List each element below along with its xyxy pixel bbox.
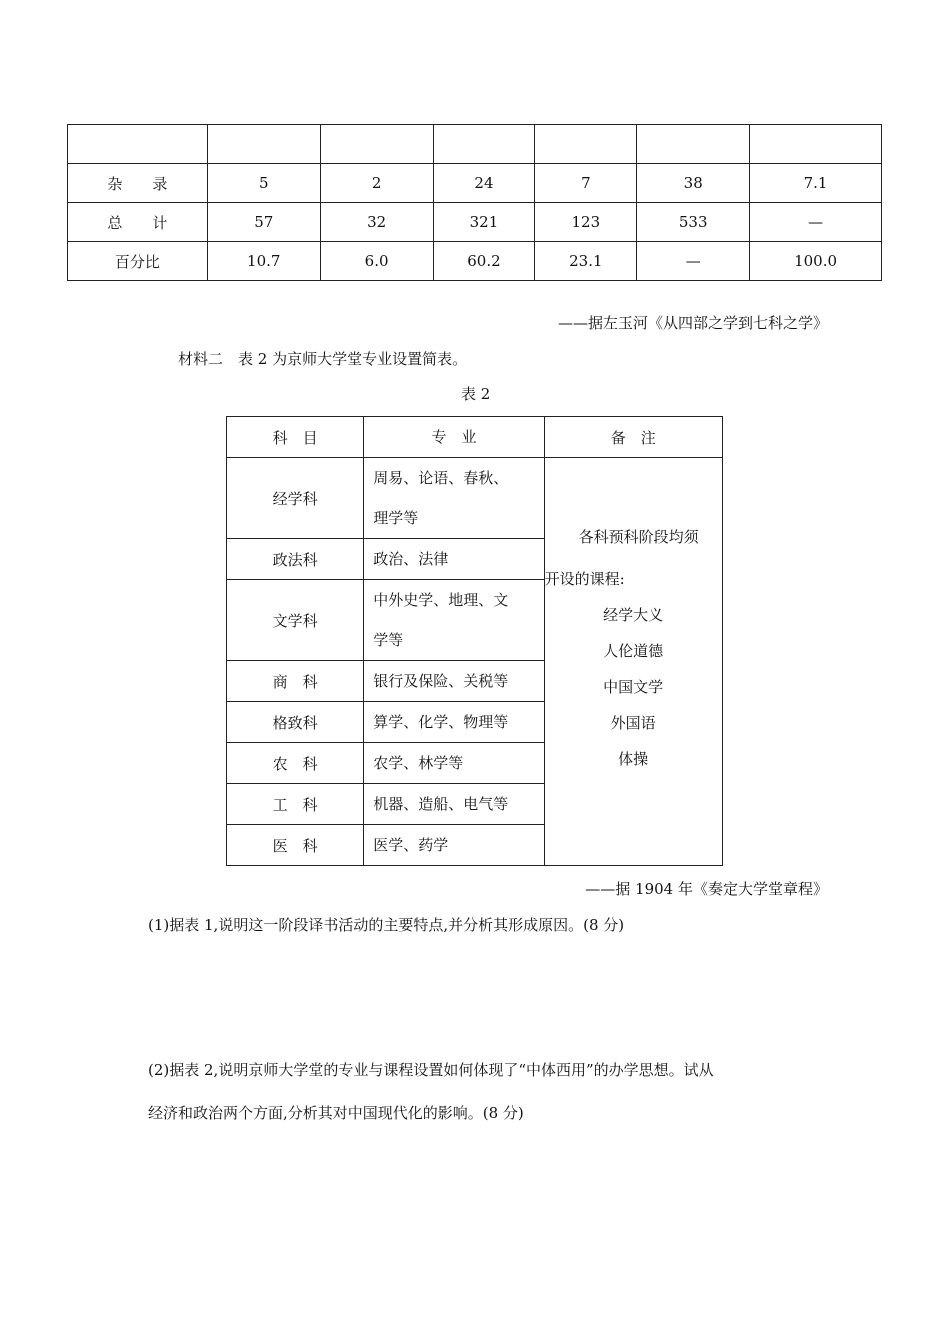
table-cell: [750, 125, 882, 164]
material-2-intro: 材料二 表 2 为京师大学堂专业设置简表。: [178, 350, 468, 368]
table-header-row: [227, 417, 723, 458]
header-note: 备 注: [544, 417, 722, 458]
table-row: [227, 458, 723, 539]
major-line: 理学等: [373, 509, 419, 527]
table-cell: —: [750, 203, 882, 242]
subject-cell: 商 科: [227, 661, 364, 702]
table-cell: 100.0: [750, 242, 882, 281]
table-cell: 杂 录: [68, 164, 208, 203]
table-cell: 60.2: [433, 242, 535, 281]
major-cell: 算学、化学、物理等: [364, 702, 544, 743]
table-cell: 6.0: [320, 242, 433, 281]
source-citation-1: ——据左玉河《从四部之学到七科之学》: [557, 314, 828, 332]
major-cell: [364, 580, 544, 661]
question-1: (1)据表 1,说明这一阶段译书活动的主要特点,并分析其形成原因。(8 分): [148, 916, 625, 934]
table-cell: 57: [207, 203, 320, 242]
table-cell: [207, 125, 320, 164]
course-item: 人伦道德: [603, 642, 664, 660]
table-cell: [68, 125, 208, 164]
header-subject: 科 目: [227, 417, 364, 458]
major-table: [226, 416, 723, 866]
major-cell: [364, 458, 544, 539]
table-cell: 38: [637, 164, 750, 203]
table-cell: —: [637, 242, 750, 281]
course-item: 外国语: [610, 714, 656, 732]
question-2-line-2: 经济和政治两个方面,分析其对中国现代化的影响。(8 分): [148, 1104, 524, 1122]
note-line-2: 开设的课程:: [544, 570, 625, 588]
table-cell: 总 计: [68, 203, 208, 242]
subject-cell: 格致科: [227, 702, 364, 743]
table-cell: 321: [433, 203, 535, 242]
subject-cell: 工 科: [227, 784, 364, 825]
question-2-line-1: (2)据表 2,说明京师大学堂的专业与课程设置如何体现了“中体西用”的办学思想。试从: [148, 1061, 714, 1079]
table-cell: 32: [320, 203, 433, 242]
table-cell: [535, 125, 637, 164]
table-cell: 10.7: [207, 242, 320, 281]
table-row: [68, 164, 882, 203]
table-cell: [433, 125, 535, 164]
table-cell: 7.1: [750, 164, 882, 203]
subject-cell: 经学科: [227, 458, 364, 539]
stats-table: [67, 124, 882, 281]
major-cell: 农学、林学等: [364, 743, 544, 784]
major-line: 周易、论语、春秋、: [373, 469, 509, 487]
subject-cell: 医 科: [227, 825, 364, 866]
course-item: 中国文学: [603, 678, 664, 696]
table-cell: [637, 125, 750, 164]
major-line: 中外史学、地理、文: [373, 591, 509, 609]
table-row: [68, 203, 882, 242]
major-cell: 银行及保险、关税等: [364, 661, 544, 702]
table-cell: 百分比: [68, 242, 208, 281]
table-cell: 24: [433, 164, 535, 203]
major-cell: 机器、造船、电气等: [364, 784, 544, 825]
course-item: 经学大义: [603, 606, 664, 624]
table-cell: 23.1: [535, 242, 637, 281]
note-line-1: 各科预科阶段均须: [578, 528, 699, 546]
table-cell: 7: [535, 164, 637, 203]
subject-cell: 文学科: [227, 580, 364, 661]
table-row: [68, 125, 882, 164]
source-citation-2: ——据 1904 年《奏定大学堂章程》: [585, 880, 828, 898]
course-item: 体操: [618, 750, 649, 768]
note-cell: [544, 458, 722, 866]
header-major: 专 业: [364, 417, 544, 458]
table-cell: 2: [320, 164, 433, 203]
table-cell: 123: [535, 203, 637, 242]
table-2-caption: 表 2: [461, 385, 491, 403]
table-cell: 5: [207, 164, 320, 203]
subject-cell: 政法科: [227, 539, 364, 580]
major-line: 学等: [373, 631, 404, 649]
table-row: [68, 242, 882, 281]
major-cell: 医学、药学: [364, 825, 544, 866]
table-cell: 533: [637, 203, 750, 242]
major-cell: 政治、法律: [364, 539, 544, 580]
table-cell: [320, 125, 433, 164]
subject-cell: 农 科: [227, 743, 364, 784]
